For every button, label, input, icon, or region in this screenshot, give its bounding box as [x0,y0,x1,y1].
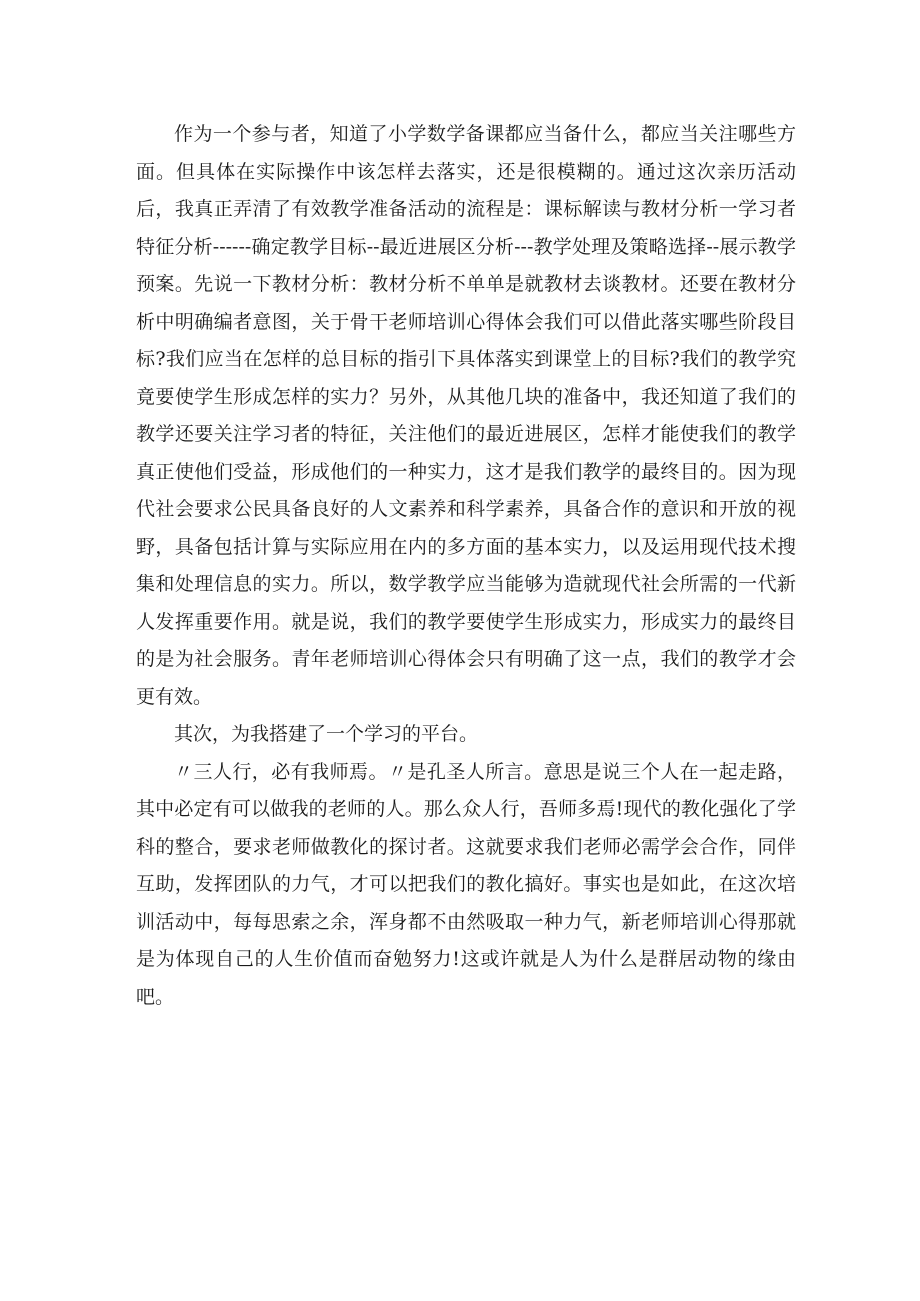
document-body [136,116,796,1016]
paragraph-1: 作为一个参与者，知道了小学数学备课都应当备什么，都应当关注哪些方面。但具体在实际操作中该怎样去落实，还是很模糊的。通过这次亲历活动后，我真正弄清了有效教学准备活动的流程是：课标解读与教材分析一学习者特征分析------确定教学目标--最近进展区分析---教学处理及策略选择--展示教学预案。先说一下教材分析：教材分析不单单是就教材去谈教材。还要在教材分析中明确编者意图，关于骨干老师培训心得体会我们可以借此落实哪些阶段目标?我们应当在怎样的总目标的指引下具体落实到课堂上的目标?我们的教学究竟要使学生形成怎样的实力？另外，从其他几块的准备中，我还知道了我们的教学还要关注学习者的特征，关注他们的最近进展区，怎样才能使我们的教学真正使他们受益，形成他们的一种实力，这才是我们教学的最终目的。因为现代社会要求公民具备良好的人文素养和科学素养，具备合作的意识和开放的视野，具备包括计算与实际应用在内的多方面的基本实力，以及运用现代技术搜集和处理信息的实力。所以，数学教学应当能够为造就现代社会所需的一代新人发挥重要作用。就是说，我们的教学要使学生形成实力，形成实力的最终目的是为社会服务。青年老师培训心得体会只有明确了这一点，我们的教学才会更有效。 [136,123,796,708]
paragraph-2: 其次，为我搭建了一个学习的平台。 [174,723,479,745]
paragraph-3: 〃三人行，必有我师焉。〃是孔圣人所言。意思是说三个人在一起走路，其中必定有可以做我的老师的人。那么众人行，吾师多焉!现代的教化强化了学科的整合，要求老师做教化的探讨者。这就要求我们老师必需学会合作，同伴互助，发挥团队的力气，才可以把我们的教化搞好。事实也是如此，在这次培训活动中，每每思索之余，浑身都不由然吸取一种力气，新老师培训心得那就是为体现自己的人生价值而奋勉努力!这或许就是人为什么是群居动物的缘由吧。 [136,760,796,1008]
